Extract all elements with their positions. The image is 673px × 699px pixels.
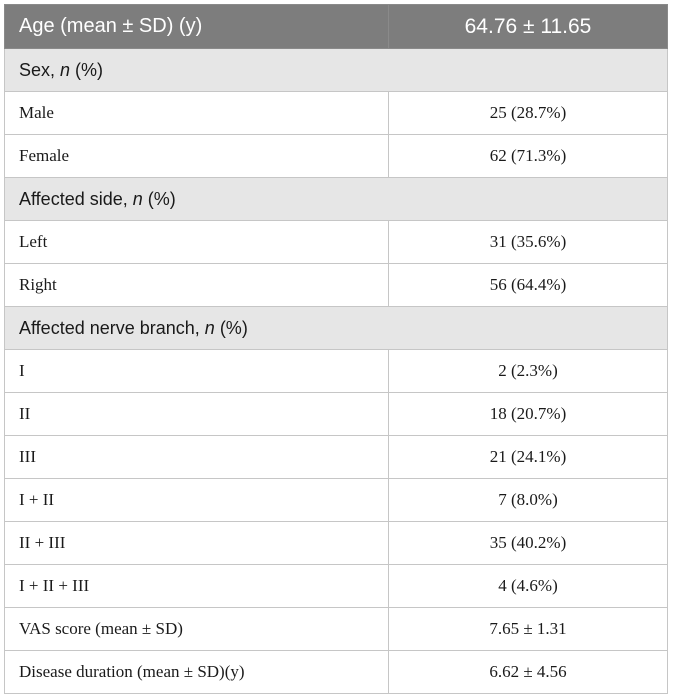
row-label-branch-i: I [5,350,389,393]
table-row [5,92,668,135]
row-value-left: 31 (35.6%) [389,221,668,264]
section-sex-pct: (%) [70,59,104,80]
table-header-row [5,5,668,49]
row-label-branch-ii-iii: II + III [5,522,389,565]
row-label-left: Left [5,221,389,264]
row-label-female: Female [5,135,389,178]
row-value-right: 56 (64.4%) [389,264,668,307]
table-row [5,522,668,565]
age-value: 64.76 ± 11.65 [389,5,668,49]
section-side-pct: (%) [142,188,176,209]
section-branch-pct: (%) [214,317,248,338]
table-row [5,264,668,307]
section-branch-text: Affected nerve branch, [19,317,205,338]
row-label-branch-i-ii: I + II [5,479,389,522]
section-side-text: Affected side, [19,188,133,209]
row-label-branch-iii: III [5,436,389,479]
table-row [5,565,668,608]
age-label: Age (mean ± SD) (y) [5,5,389,49]
row-label-branch-i-ii-iii: I + II + III [5,565,389,608]
row-label-duration: Disease duration (mean ± SD)(y) [5,651,389,694]
table-row [5,479,668,522]
row-value-vas: 7.65 ± 1.31 [389,608,668,651]
section-row-sex [5,49,668,92]
row-label-vas: VAS score (mean ± SD) [5,608,389,651]
section-branch-n: n [204,317,215,338]
row-value-branch-ii: 18 (20.7%) [389,393,668,436]
table-row [5,608,668,651]
table-row [5,135,668,178]
row-value-female: 62 (71.3%) [389,135,668,178]
row-label-right: Right [5,264,389,307]
section-branch-label [5,307,668,350]
row-label-male: Male [5,92,389,135]
row-value-branch-iii: 21 (24.1%) [389,436,668,479]
row-value-branch-i-ii-iii: 4 (4.6%) [389,565,668,608]
section-side-n: n [132,188,143,209]
row-value-branch-i: 2 (2.3%) [389,350,668,393]
section-sex-label [5,49,668,92]
row-value-branch-i-ii: 7 (8.0%) [389,479,668,522]
section-side-label [5,178,668,221]
section-sex-n: n [60,59,71,80]
row-value-duration: 6.62 ± 4.56 [389,651,668,694]
section-sex-text: Sex, [19,59,61,80]
row-label-branch-ii: II [5,393,389,436]
table-row [5,393,668,436]
table-row [5,350,668,393]
row-value-branch-ii-iii: 35 (40.2%) [389,522,668,565]
section-row-affected-side [5,178,668,221]
table-row [5,436,668,479]
demographics-table [4,4,668,694]
table-row [5,221,668,264]
table-row [5,651,668,694]
section-row-nerve-branch [5,307,668,350]
row-value-male: 25 (28.7%) [389,92,668,135]
